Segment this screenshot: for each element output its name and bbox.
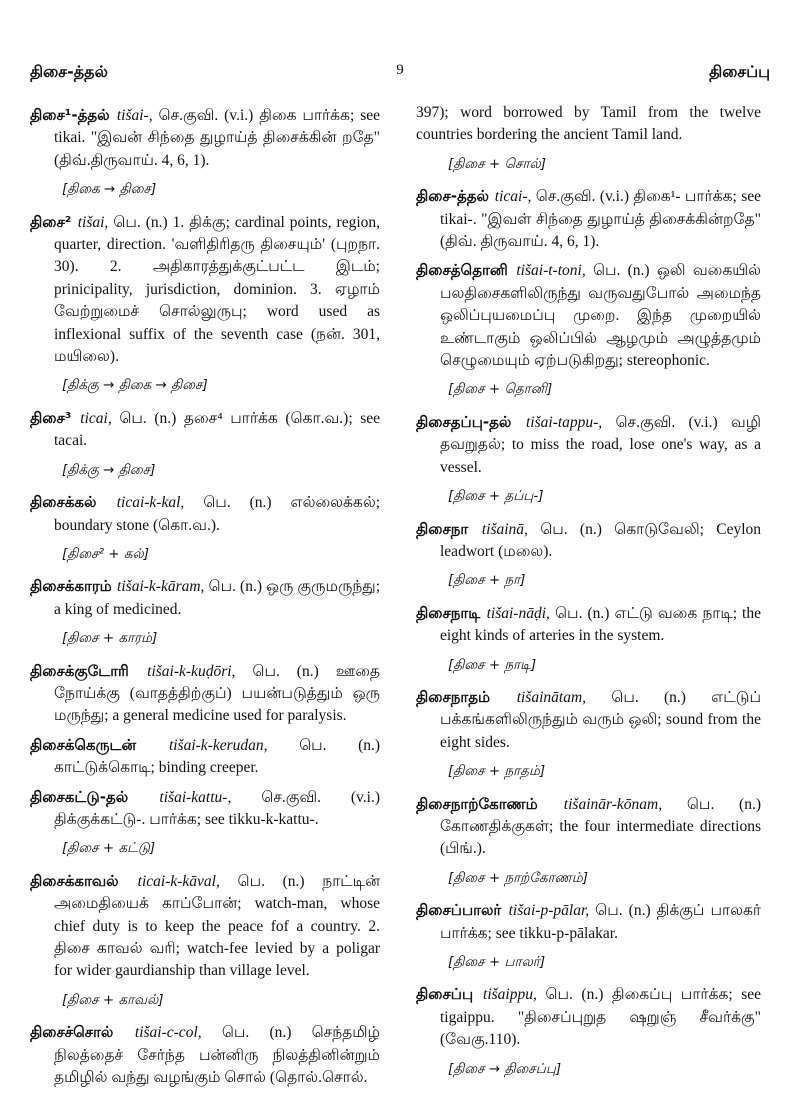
entry-transliteration: tišai-k-kāram, [117, 578, 205, 596]
entry-headword: திசைக்கல் [30, 493, 117, 512]
entry-etymology: [திசை + நாடி] [448, 656, 537, 673]
dictionary-entry [30, 660, 380, 728]
entry-etymology: [திசை + காவல்] [62, 991, 164, 1008]
entry-body: பெ. (n.) திக்குப் பாலகர் பார்க்க; see tikku-p-pālakar. [440, 902, 762, 942]
right-column [416, 102, 761, 1090]
dictionary-entry [30, 786, 380, 832]
entry-etymology: [திசை + நாதம்] [448, 763, 546, 780]
dictionary-entry [416, 899, 761, 945]
entry-body: பெ. (n.) எட்டுப் பக்கங்களிலிருந்தும் வரும் ஒலி; sound from the eight sides. [440, 688, 761, 751]
entry-transliteration: tišai-kattu-, [159, 788, 232, 806]
entry-etymology: [திசை² + கல்] [62, 545, 149, 562]
left-column [30, 104, 380, 1095]
entry-etymology: [திசை + நாற்கோணம்] [448, 869, 588, 886]
entry-transliteration: tišaippu, [483, 986, 537, 1004]
entry-etymology: [திசை + தப்பு-] [448, 488, 544, 505]
dictionary-entry [416, 411, 761, 479]
entry-etymology: [திசை + தொனி] [448, 381, 553, 398]
entry-body: பெ. (n.) செந்தமிழ் நிலத்தைச் சேர்ந்த பன்னிரு நிலத்தினின்றும் தமிழில் வந்து வழங்கும் சொல் (தொல்.சொல். [54, 1024, 381, 1087]
entry-headword: திசைக்காவல் [30, 871, 138, 890]
entry-headword: திசைநா [416, 519, 482, 538]
entry-headword: திசைத்தொனி [416, 261, 517, 280]
entry-headword: திசைக்கெருடன் [30, 735, 169, 754]
entry-body: பெ. (n.) நாட்டின் அமைதியைக் காப்போன்; watch-man, whose chief duty is to keep the peace fof a country. 2. திசை காவல் வரி; watch-fee levied by a poligar for wider gaurdianship than village level. [54, 872, 381, 980]
dictionary-entry [30, 870, 380, 983]
dictionary-entry [416, 185, 761, 253]
entry-headword: திசைநாதம் [416, 687, 517, 706]
dictionary-entry [416, 602, 761, 648]
entry-transliteration: tišai-k-kerudan, [168, 736, 268, 754]
entry-etymology: [திசை + காரம்] [62, 630, 158, 647]
entry-transliteration: tišai-tappu-, [525, 413, 603, 431]
entry-body: செ.குவி. (v.i.) திகை¹- பார்க்க; see tikai-. "இவள் சிந்தை துழாய்த் திசைக்கின்றதே" (திவ். திருவாய். 4, 6, 1). [440, 188, 762, 251]
header-guide-word-right: திசைப்பு [709, 62, 770, 81]
entry-etymology: [திசை + சொல்] [448, 155, 546, 172]
entry-headword: திசைச்சொல் [30, 1023, 135, 1042]
entry-headword: திசைதப்பு-தல் [416, 412, 526, 431]
dictionary-entry [416, 259, 761, 372]
entry-headword: திசை³ [30, 408, 81, 427]
entry-body: பெ. (n.) ஊதை நோய்க்கு (வாதத்திற்குப்) பயன்படுத்தும் ஒரு மருந்து; a general medicine used for paralysis. [54, 662, 380, 725]
dictionary-entry [30, 1021, 380, 1089]
entry-body: பெ. (n.) கோணதிக்குகள்; the four intermediate directions (பிங்.). [440, 795, 762, 858]
entry-body: பெ. (n.) தசை⁴ பார்க்க (கொ.வ.); see tacai. [54, 409, 381, 450]
entry-headword: திசை-த்தல் [416, 187, 495, 206]
entry-body: பெ. (n.) எட்டு வகை நாடி; the eight kinds of arteries in the system. [440, 604, 761, 645]
dictionary-entry [416, 518, 761, 564]
dictionary-entry [416, 983, 761, 1051]
entry-transliteration: tišainātam, [516, 688, 587, 706]
entry-headword: திசைக்காரம் [30, 577, 118, 596]
entry-transliteration: tišai-nāḍi, [486, 604, 550, 622]
entry-transliteration: tišai-t-toni, [516, 262, 586, 280]
dictionary-entry [416, 686, 761, 754]
entry-body: பெ. (n.) காட்டுக்கொடி; binding creeper. [54, 736, 381, 777]
page-number: 9 [396, 62, 404, 78]
entry-etymology: [திசை + பாலர்] [448, 954, 546, 970]
entry-headword: திசைநாற்கோணம் [416, 794, 564, 813]
dictionary-entry [30, 491, 380, 537]
dictionary-entry [416, 793, 761, 861]
entry-body: பெ. (n.) ஒலி வகையில் பலதிசைகளிலிருந்து வருவதுபோல் அமைந்த ஒலிப்புயமைப்பு முறை. இந்த முறையில் உண்டாகும் ஒலிப்பில் ஆழமும் அழுத்தமும் செழுமையும் ஏற்படுகிறது; stereophonic. [440, 262, 762, 370]
entry-headword: திசைகட்டு-தல் [30, 787, 160, 806]
entry-body: செ.குவி. (v.i.) திக்குக்கட்டு-. பார்க்க; see tikku-k-kattu-. [54, 788, 380, 828]
page-header [30, 62, 770, 86]
entry-etymology: [திசை + நா] [448, 572, 526, 589]
dictionary-entry [30, 104, 380, 172]
dictionary-entry [30, 211, 380, 369]
entry-transliteration: tišai-k-kuḍōri, [147, 662, 236, 680]
entry-body: பெ. (n.) கொடுவேலி; Ceylon leadwort (மலை). [440, 520, 762, 560]
entry-transliteration: tišai-p-pālar, [508, 902, 590, 920]
entry-transliteration: ticai, [80, 409, 112, 427]
entry-body: பெ. (n.) எல்லைக்கல்; boundary stone (கொ.வ.). [54, 494, 381, 534]
entry-transliteration: tišainār-kōnam, [563, 795, 663, 813]
entry-body: பெ. (n.) 1. திக்கு; cardinal points, region, quarter, direction. 'வளிதிரிதரு திசையும்' (புறநா. 30). 2. அதிகாரத்துக்குட்பட்ட இடம்; prinicipality, jurisdiction, dominion. 3. ஏழாம் வேற்றுமைச் சொல்லுருபு; word used as inflexional suffix of the seventh case (நன். 301, மயிலை). [54, 213, 381, 366]
entry-transliteration: tišainā, [481, 520, 528, 538]
entry-body: 397); word borrowed by Tamil from the twelve countries bordering the ancient Tamil land. [416, 104, 761, 144]
entry-etymology: [திகை → திசை] [62, 181, 157, 198]
entry-transliteration: tišai, [77, 213, 109, 231]
continued-entry [416, 102, 761, 147]
dictionary-entry [30, 575, 380, 621]
dictionary-entry [30, 407, 380, 453]
entry-body: பெ. (n.) திகைப்பு பார்க்க; see tigaippu. "திசைப்புறுத ஷறுஞ் சீவர்க்கு" (வேகு.110). [440, 986, 761, 1049]
entry-headword: திசைநாடி [416, 603, 487, 622]
entry-headword: திசைக்குடோரி [30, 661, 148, 680]
entry-headword: திசைப்பு [416, 985, 484, 1004]
entry-etymology: [திக்கு → திசை] [62, 461, 156, 478]
entry-transliteration: ticai-, [494, 188, 532, 206]
entry-etymology: [திக்கு → திகை → திசை] [62, 377, 208, 394]
entry-transliteration: tišai-, [116, 107, 153, 124]
entry-etymology: [திசை + கட்டு] [62, 840, 156, 857]
entry-etymology: [திசை → திசைப்பு] [448, 1060, 562, 1077]
entry-transliteration: tišai-c-col, [134, 1024, 202, 1042]
entry-body: செ.குவி. (v.i.) வழி தவறுதல்; to miss the road, lose one's way, as a vessel. [440, 413, 761, 476]
entry-transliteration: ticai-k-kal, [116, 494, 185, 512]
entry-headword: திசைப்பாலர் [416, 901, 509, 920]
entry-body: செ.குவி. (v.i.) திகை பார்க்க; see tikai. "இவன் சிந்தை துழாய்த் திசைக்கின் றதே" (திவ்.திருவாய். 4, 6, 1). [54, 107, 380, 169]
dictionary-entry [30, 734, 380, 780]
entry-headword: திசை¹-த்தல் [30, 106, 117, 124]
header-guide-word-left: திசை-த்தல் [30, 62, 108, 81]
entry-headword: திசை² [30, 212, 78, 231]
entry-transliteration: ticai-k-kāval, [137, 872, 220, 890]
entry-body: பெ. (n.) ஒரு குருமருந்து; a king of medicined. [54, 578, 381, 618]
